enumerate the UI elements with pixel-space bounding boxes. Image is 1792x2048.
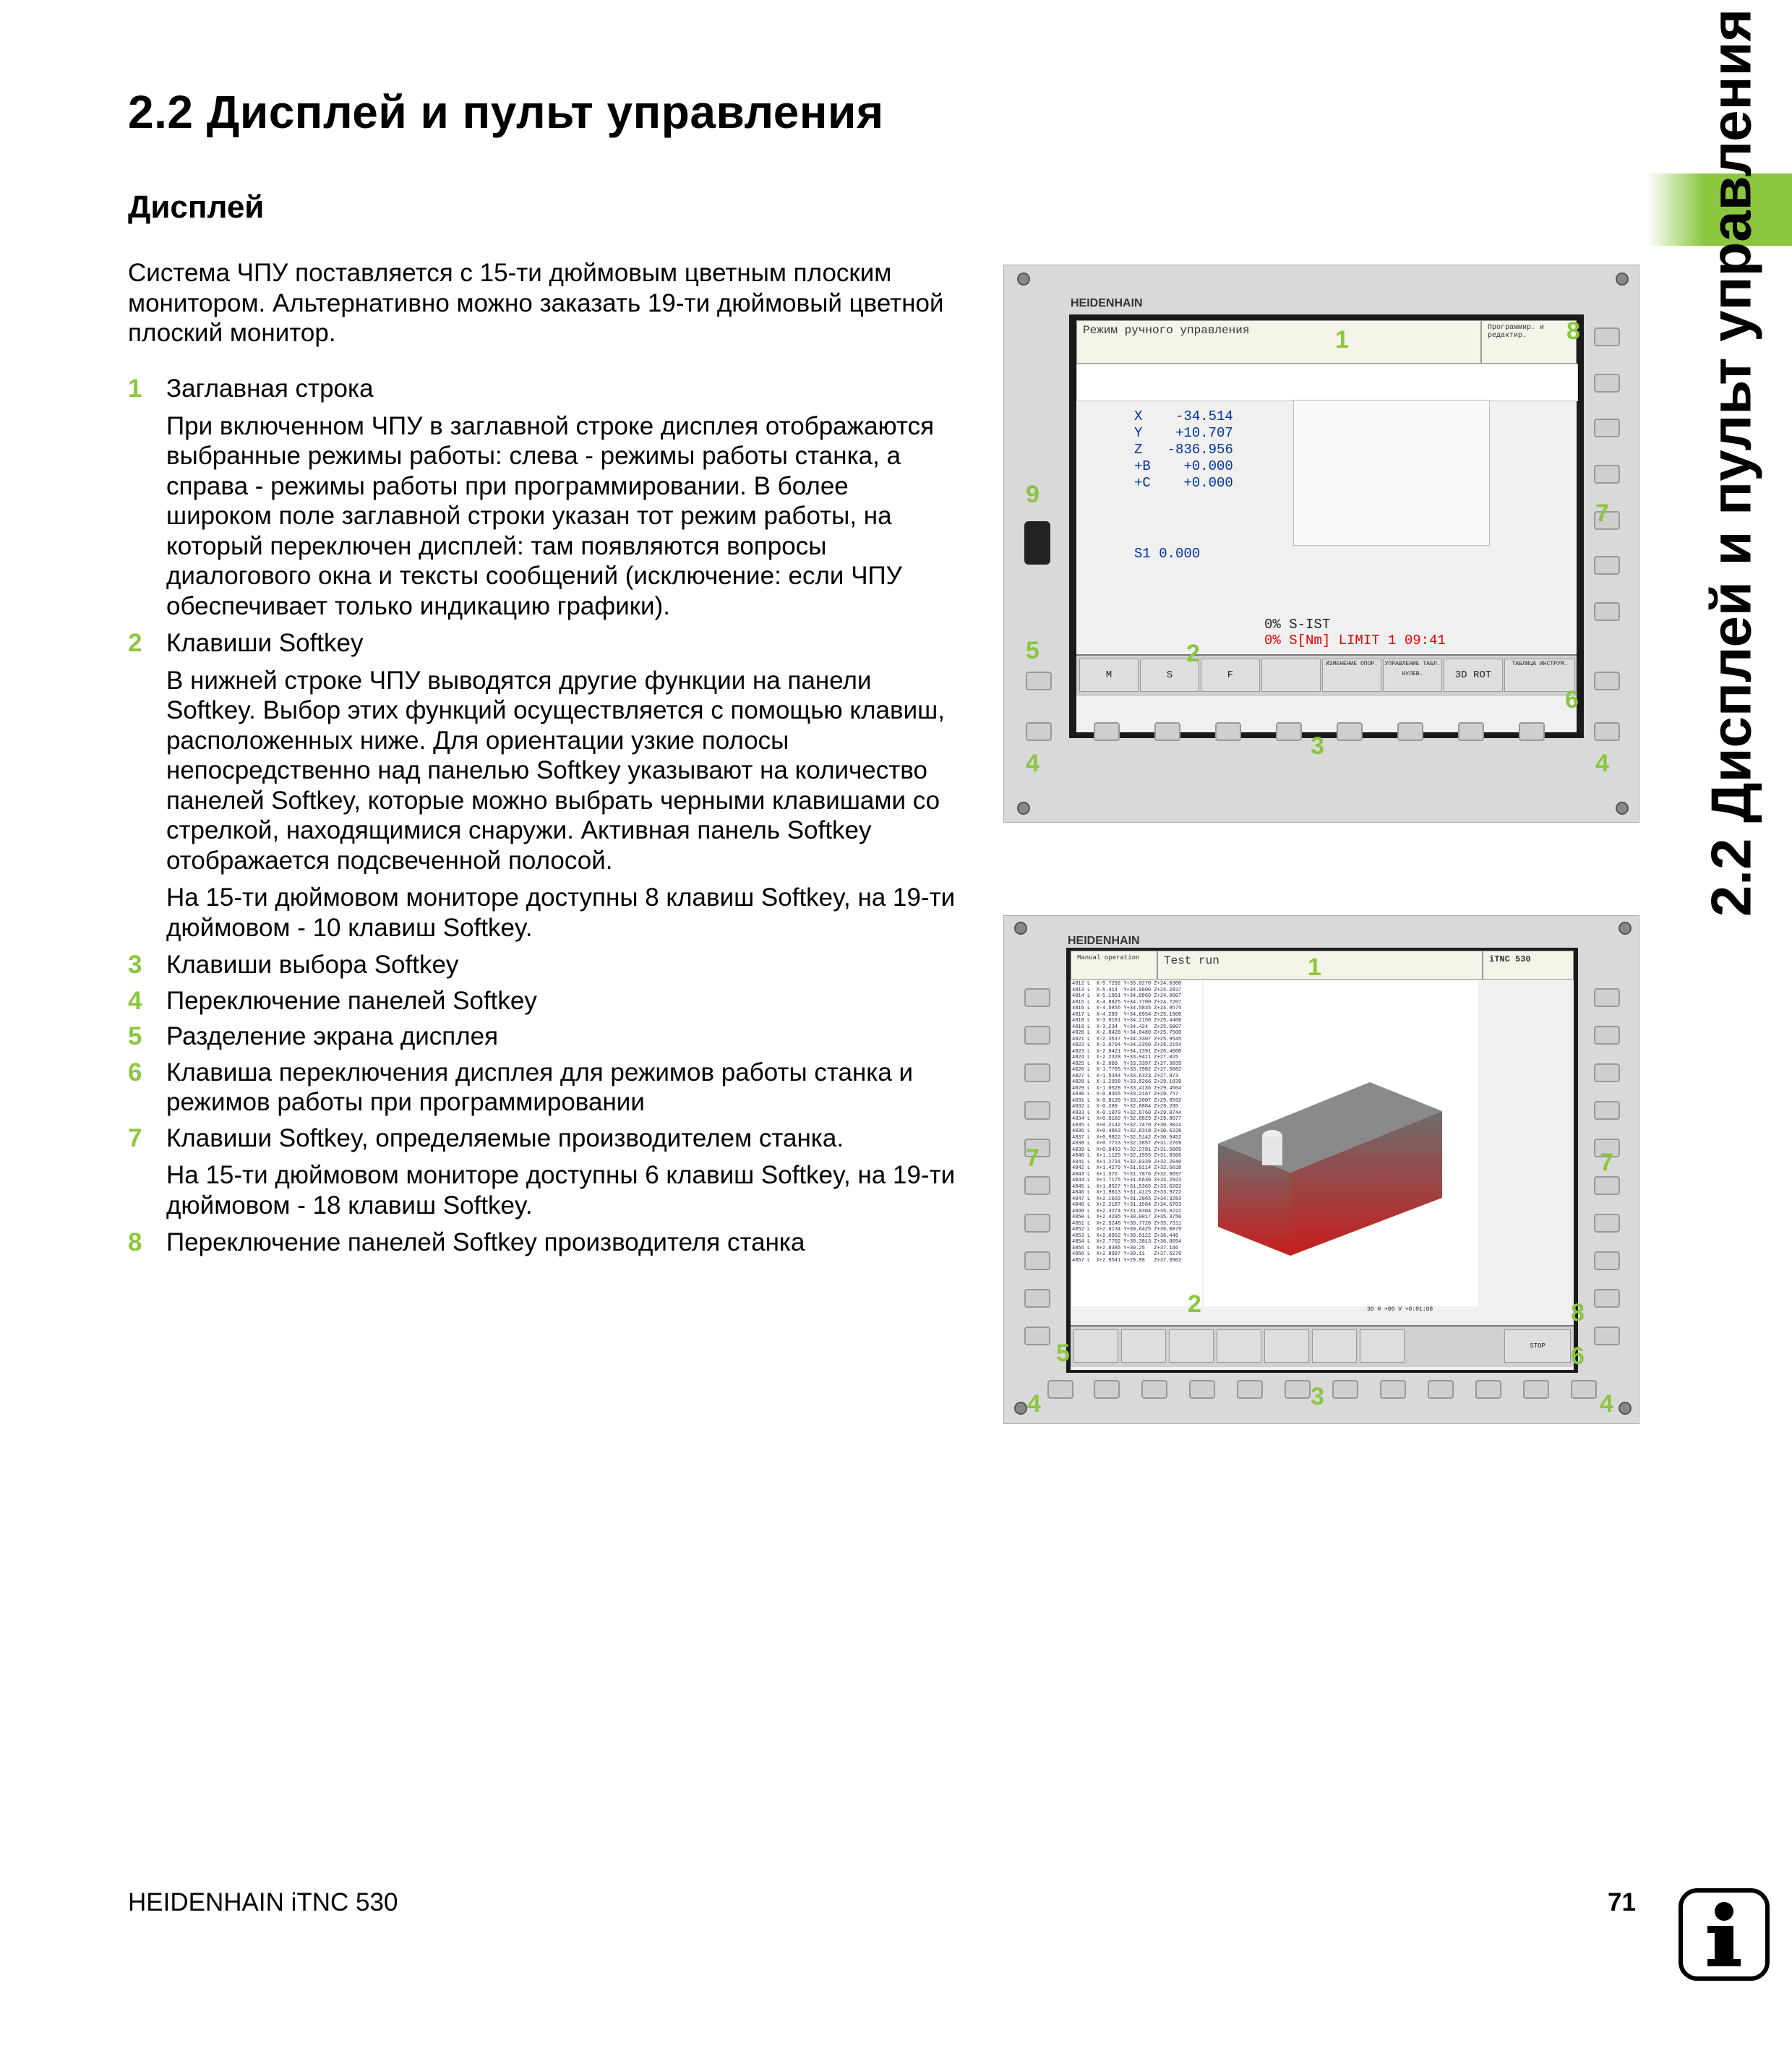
softkey-select-button[interactable] (1380, 1380, 1406, 1399)
screen-header: Test run (1157, 951, 1483, 980)
limit-status: 0% S[Nm] LIMIT 1 09:41 (1264, 633, 1446, 648)
workpiece-3d-graphic (1204, 981, 1478, 1306)
screw-icon (1014, 1402, 1027, 1415)
softkey-page-left-button[interactable] (1047, 1380, 1073, 1399)
power-switch[interactable] (1024, 521, 1050, 565)
list-item (128, 1227, 959, 1258)
vertical-softkey-button[interactable] (1594, 556, 1620, 575)
softkey-select-button[interactable] (1276, 722, 1302, 741)
list-number: 6 (128, 1058, 142, 1087)
vertical-softkey-button[interactable] (1024, 988, 1050, 1007)
softkey-select-button[interactable] (1094, 1380, 1120, 1399)
side-tab-title: 2.2 Дисплей и пульт управления (1699, 8, 1763, 917)
softkey-f[interactable]: F (1201, 659, 1260, 692)
softkey-select-button[interactable] (1523, 1380, 1549, 1399)
screw-icon (1619, 1402, 1632, 1415)
callout-3: 3 (1311, 732, 1324, 760)
list-number: 8 (128, 1228, 142, 1256)
softkey-empty[interactable] (1261, 659, 1321, 692)
callout-1: 1 (1308, 954, 1321, 981)
callout-4: 4 (1027, 1390, 1041, 1418)
callout-legend (128, 374, 959, 1258)
softkey-3d-rot[interactable]: 3D ROT (1444, 659, 1503, 692)
brand-logo: HEIDENHAIN (1068, 935, 1140, 947)
callout-7: 7 (1026, 1144, 1039, 1172)
split-screen-button[interactable] (1026, 672, 1052, 690)
softkey-view-3-plane[interactable] (1121, 1329, 1166, 1363)
status-panel (1293, 400, 1490, 546)
softkey-page-right-button[interactable] (1594, 722, 1620, 741)
softkey-tool-table[interactable]: ТАБЛИЦА ИНСТРУМ. (1504, 659, 1575, 692)
vertical-softkey-button[interactable] (1024, 1251, 1050, 1270)
list-number: 7 (128, 1123, 142, 1152)
list-label: Разделение экрана дисплея (166, 1022, 499, 1050)
callout-6: 6 (1565, 686, 1579, 714)
graphics-view (1204, 981, 1478, 1306)
list-item (128, 628, 959, 659)
softkey-full-run[interactable] (1360, 1329, 1405, 1363)
spindle-display: S1 0.000 (1134, 546, 1201, 562)
callout-8: 8 (1571, 1299, 1585, 1327)
list-label: Переключение панелей Softkey (166, 986, 537, 1015)
list-description: В нижней строке ЧПУ выводятся другие функции на панели Softkey. Выбор этих функций осуществляется с помощью клавиш, расположенных ниже. Для ориентации узкие полосы непосредственно над панелью Softkey указывают на количество панелей Softkey, которые можно выбрать черными клавишами со стрелкой, находящимися снаружи. Активная панель Softkey отображается подсвеченной полосой. (166, 666, 945, 875)
softkey-select-button[interactable] (1237, 1380, 1263, 1399)
softkey-select-button[interactable] (1519, 722, 1545, 741)
softkey-select-button[interactable] (1141, 1380, 1167, 1399)
vertical-softkey-button[interactable] (1594, 1063, 1620, 1082)
monitor (1066, 948, 1578, 1373)
screen-header-right: Программир. и редактир. (1481, 320, 1577, 364)
list-label: Клавиша переключения дисплея для режимов работы станка и режимов работы при программировании (166, 1058, 914, 1116)
callout-4: 4 (1026, 750, 1039, 777)
callout-3: 3 (1311, 1383, 1324, 1410)
vertical-softkey-button[interactable] (1594, 988, 1620, 1007)
list-item (128, 1021, 959, 1052)
list-description: На 15-ти дюймовом мониторе доступны 6 клавиш Softkey, на 19-ти дюймовом - 18 клавиш Softkey. (166, 1161, 956, 1220)
list-number: 5 (128, 1022, 142, 1050)
vertical-softkey-button[interactable] (1024, 1214, 1050, 1233)
tnc-screen-15inch (1003, 265, 1639, 823)
screen-switch-button[interactable] (1594, 672, 1620, 690)
softkey-datum-table[interactable]: УПРАВЛЕНИЕ ТАБЛ. НУЛЕВ. (1383, 659, 1442, 692)
list-number: 2 (128, 629, 142, 657)
softkey-select-button[interactable] (1094, 722, 1120, 741)
callout-5: 5 (1026, 637, 1039, 664)
list-item (128, 950, 959, 980)
list-item (128, 986, 959, 1016)
softkey-s[interactable]: S (1140, 659, 1199, 692)
softkey-select-button[interactable] (1332, 1380, 1358, 1399)
vertical-softkey-button[interactable] (1024, 1176, 1050, 1195)
screen-header-left: Manual operation (1071, 951, 1157, 980)
softkey-select-button[interactable] (1337, 722, 1363, 741)
vertical-softkey-button[interactable] (1594, 327, 1620, 346)
list-number: 3 (128, 951, 142, 979)
list-item (128, 1058, 959, 1118)
callout-7: 7 (1595, 500, 1609, 527)
callout-4: 4 (1600, 1390, 1613, 1418)
list-item (128, 374, 959, 404)
softkey-single-block[interactable] (1312, 1329, 1357, 1363)
vertical-softkey-button[interactable] (1594, 1289, 1620, 1308)
vertical-softkey-button[interactable] (1594, 465, 1620, 484)
screw-icon (1017, 802, 1030, 815)
list-label: Клавиши выбора Softkey (166, 951, 459, 979)
list-description: При включенном ЧПУ в заглавной строке дисплея отображаются выбранные режимы работы: слева - режимы работы станка, а справа - режимы работы при программировании. В более широком поле заглавной строки указан тот режим работы, на который переключен дисплей: там появляются вопросы диалогового окна и тексты сообщений (исключение: если ЧПУ обеспечивает только индикацию графики). (166, 411, 935, 620)
screw-icon (1616, 273, 1629, 286)
vertical-softkey-button[interactable] (1594, 602, 1620, 621)
softkey-select-button[interactable] (1458, 722, 1484, 741)
vertical-softkey-button[interactable] (1594, 1176, 1620, 1195)
softkey-m[interactable]: M (1079, 659, 1139, 692)
softkey-run-to[interactable] (1264, 1329, 1309, 1363)
list-number: 1 (128, 374, 142, 403)
vertical-softkey-button[interactable] (1594, 1251, 1620, 1270)
callout-2: 2 (1186, 640, 1200, 667)
split-screen-button[interactable] (1024, 1327, 1050, 1345)
info-i-icon (1679, 1888, 1770, 1981)
vertical-softkey-button[interactable] (1594, 1214, 1620, 1233)
vertical-softkey-button[interactable] (1594, 419, 1620, 437)
callout-6: 6 (1571, 1342, 1585, 1370)
softkey-select-button[interactable] (1189, 1380, 1215, 1399)
softkey-select-button[interactable] (1154, 722, 1180, 741)
list-label: Заглавная строка (166, 374, 374, 403)
softkey-page-left-button[interactable] (1026, 722, 1052, 741)
vertical-softkey-button[interactable] (1024, 1063, 1050, 1082)
softkey-select-button[interactable] (1475, 1380, 1501, 1399)
screw-icon (1619, 922, 1632, 935)
intro-paragraph: Система ЧПУ поставляется с 15-ти дюймовым цветным плоским монитором. Альтернативно можно заказать 19-ти дюймовый цветной плоский монитор. (128, 259, 944, 347)
callout-8: 8 (1566, 317, 1580, 345)
spindle-status: 0% S-IST (1264, 617, 1331, 633)
softkey-view-3d[interactable] (1169, 1329, 1214, 1363)
list-description: На 15-ти дюймовом мониторе доступны 8 клавиш Softkey, на 19-ти дюймовом - 10 клавиш Softkey. (166, 883, 956, 942)
tnc-screen-19inch (1003, 915, 1639, 1424)
callout-9: 9 (1026, 481, 1039, 508)
page-title: 2.2 Дисплей и пульт управления (128, 86, 884, 138)
nc-program-listing: 4812 L X-5.7292 Y+35.0270 Z+24.0300 4813 L X-5.414 Y+34.9800 Z+24.2817 4814 L X-5.1861 Y+34.8860 Z+24.6007 4815 L X-4.8825 Y+34.7700 Z+24.7207 4816 L X-4.5855 Y+34.5835 Z+24.9575 4817 L X-4.289 Y+34.6954 Z+25.1900 4818 L X-3.8181 Y+34.2150 Z+25.4406 4819 L X-3.234 Y+34.424 Z+25.6007 4820 L X-2.8428 Y+34.0480 Z+25.7500 4821 L X-2.3537 Y+34.3307 Z+25.9545 4822 L X-2.0704 Y+34.2350 Z+26.2154 4823 L X-2.8421 Y+34.1391 Z+26.4000 4824 L X-2.2328 Y+33.9411 Z+27.025 4825 L X-2.009 Y+33.3397 Z+27.3835 4826 L X-1.7705 Y+33.7982 Z+27.5082 4827 L X-1.5344 Y+33.6323 Z+27.973 4828 L X-1.2958 Y+33.5266 Z+29.1839 4829 L X-1.0528 Y+33.4136 Z+29.4504 4830 L X-0.8355 Y+33.2167 Z+29.757 4831 L X-0.8139 Y+33.2007 Z+29.8592 4832 L X-0.289 Y+32.8884 Z+29.285 4833 L X-0.1070 Y+32.8760 Z+29.0744 4834 L X+0.0182 Y+32.8829 Z+29.8077 4835 L X+0.2142 Y+32.7470 Z+30.3024 4836 L X+0.4863 Y+32.8318 Z+30.6228 4837 L X+0.9822 Y+32.5142 Z+30.9452 4838 L X+0.7713 Y+32.3857 Z+31.2769 4839 L X+0.9453 Y+32.2781 Z+31.5085 4840 L X+1.1125 Y+32.1555 Z+31.8366 4841 L X+1.2734 Y+32.0339 Z+32.2040 4842 L X+1.4279 Y+31.9114 Z+32.6018 4843 L X+1.576 Y+31.7876 Z+32.9697 4844 L X+1.7175 Y+31.6630 Z+33.2923 4845 L X+1.8527 Y+31.5365 Z+33.6262 4846 L X+1.9813 Y+31.4125 Z+33.9722 4847 L X+2.1033 Y+31.2865 Z+34.3283 4848 L X+2.2187 Y+31.1584 Z+34.6703 4849 L X+2.3274 Y+31.0304 Z+35.0222 4850 L X+2.4295 Y+30.9017 Z+35.3750 4851 L X+2.5248 Y+30.7726 Z+35.7311 4852 L X+2.6134 Y+30.6425 Z+36.0879 4853 L X+2.6952 Y+30.5122 Z+36.446 4854 L X+2.7702 Y+30.3813 Z+36.8054 4855 L X+2.8385 Y+30.25 Z+37.166 4856 L X+2.8997 Y+30.11 Z+37.5276 4857 L X+2.9541 Y+29.98 Z+37.8902 (1072, 981, 1202, 1306)
vertical-softkey-button[interactable] (1024, 1101, 1050, 1120)
list-label: Переключение панелей Softkey производителя станка (166, 1228, 805, 1256)
softkey-select-button[interactable] (1215, 722, 1241, 741)
callout-1: 1 (1335, 326, 1349, 354)
callout-7: 7 (1600, 1149, 1613, 1176)
list-number: 4 (128, 986, 142, 1015)
list-label: Клавиши Softkey (166, 629, 364, 657)
page-number: 71 (1608, 1888, 1636, 1916)
screw-icon (1616, 802, 1629, 815)
vertical-softkey-button[interactable] (1024, 1289, 1050, 1308)
softkey-select-button[interactable] (1397, 722, 1423, 741)
list-item (128, 1123, 959, 1154)
softkey-blk-form[interactable] (1217, 1329, 1261, 1363)
list-label: Клавиши Softkey, определяемые производителем станка. (166, 1123, 844, 1152)
brand-logo: HEIDENHAIN (1071, 297, 1143, 309)
softkey-select-button[interactable] (1428, 1380, 1454, 1399)
softkey-row (1076, 654, 1577, 696)
screen-header-right: iTNC 530 (1483, 951, 1574, 980)
monitor (1069, 314, 1584, 738)
vertical-softkey-button[interactable] (1594, 374, 1620, 393)
callout-4: 4 (1595, 750, 1609, 777)
screw-icon (1017, 273, 1030, 286)
graphics-status: 30 H +00 V +0:01:08 (1367, 1306, 1433, 1313)
screen-header: Режим ручного управления (1076, 320, 1481, 364)
softkey-stop[interactable]: STOP (1504, 1329, 1571, 1363)
callout-5: 5 (1056, 1340, 1070, 1367)
softkey-select-button[interactable] (1285, 1380, 1311, 1399)
vertical-softkey-button[interactable] (1594, 1101, 1620, 1120)
softkey-datum[interactable]: ИЗМЕНЕНИЕ ОПОР. (1322, 659, 1381, 692)
section-title: Дисплей (128, 189, 265, 225)
footer-product: HEIDENHAIN iTNC 530 (128, 1888, 398, 1916)
screen-switch-button[interactable] (1594, 1327, 1620, 1345)
position-display: X -34.514 Y +10.707 Z -836.956 +B +0.000 +C +0.000 (1134, 408, 1233, 491)
softkey-page-right-button[interactable] (1571, 1380, 1597, 1399)
softkey-view-plan[interactable] (1073, 1329, 1118, 1363)
callout-2: 2 (1188, 1290, 1201, 1318)
vertical-softkey-button[interactable] (1594, 1026, 1620, 1045)
softkey-row (1071, 1325, 1574, 1367)
screw-icon (1014, 922, 1027, 935)
vertical-softkey-button[interactable] (1024, 1026, 1050, 1045)
